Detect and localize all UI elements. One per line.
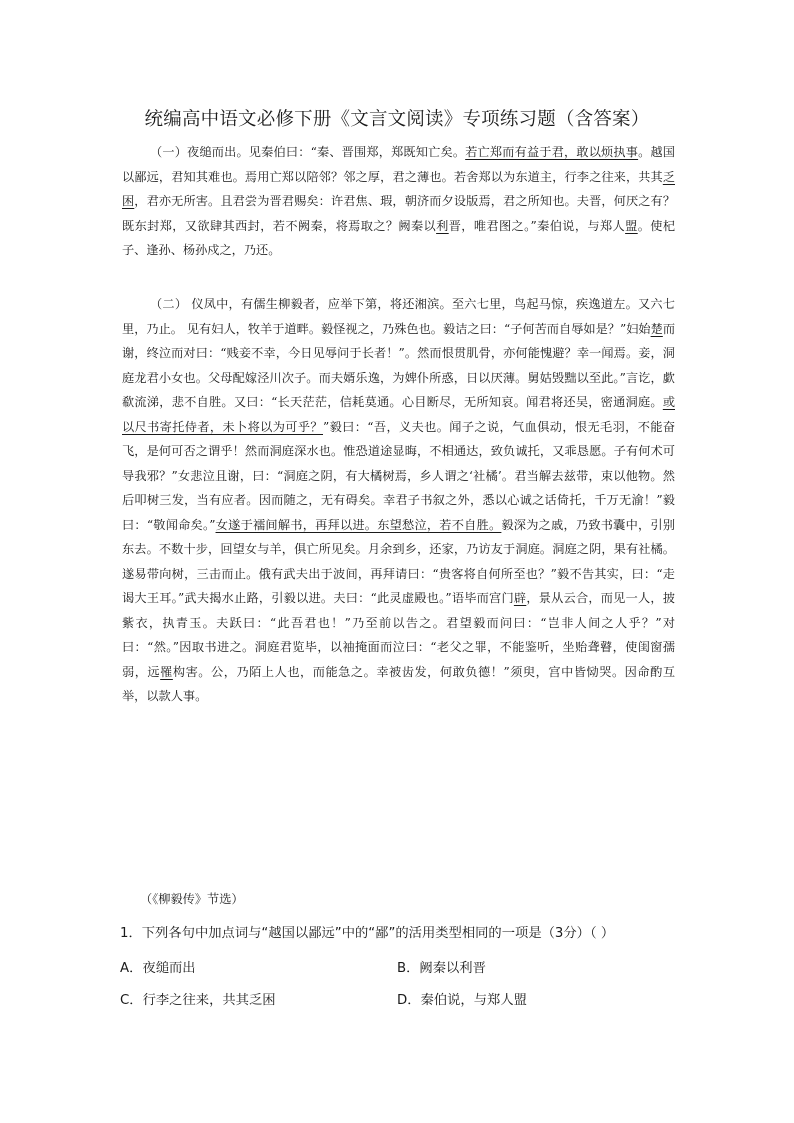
passage-two [122,292,675,709]
source-citation: （《柳毅传》节选） [140,892,244,906]
option-d: D．秦伯说，与郑人盟 [397,993,527,1008]
passage-one-underline-4: 盟 [625,218,638,233]
option-a: A．夜缒而出 [120,961,196,976]
passage-two-underline-4: 辟 [513,591,527,605]
passage-two-underline-3: 女遂于襦间解书，再拜以进。东望愁泣，若不自胜。 [215,517,502,532]
option-b: B．阙秦以利晋 [397,961,486,976]
passage-one-text-1: （一）夜缒而出。见秦伯曰：“秦、晋围郑，郑既知亡矣。 [150,145,466,159]
passage-two-underline-5: 罹 [160,664,173,679]
passage-one [122,140,675,263]
passage-two-text-2: 而谢，终泣而对曰：“贱妾不幸，今日见辱问于长者！”。然而恨贯肌骨，亦何能愧避？幸一闻焉。妾，洞庭龙君小女也。父母配嫁泾川次子。而夫婿乐逸，为婢仆所惑，日以厌薄。舅姑毁黜以至此。”言讫，歔欷流涕，悲不自胜。又曰：“长天茫茫，信耗莫通。心目断尽，无所知哀。闻君将还吴，密通洞庭。 [122,321,675,409]
passage-one-underline-3: 利 [436,218,449,233]
question-1: 1．下列各句中加点词与“越国以鄙远”中的“鄙”的活用类型相同的一项是（3分）（ ） [120,926,615,941]
option-c: C．行李之往来，共其乏困 [120,993,276,1008]
passage-two-text-1: （二） 仪凤中，有儒生柳毅者，应举下第，将还湘滨。至六七里，鸟起马惊，疾逸道左。又六七里，乃止。 见有妇人，牧羊于道畔。毅怪视之，乃殊色也。毅诘之曰：“子何苦而自辱如是？”妇始 [122,297,675,336]
document-title: 统编高中语文必修下册《文言文阅读》专项练习题（含答案） [144,109,650,130]
passage-one-text-2: 。越国以鄙远，君知其难也。焉用亡郑以陪邻？邻之厚，君之薄也。若舍郑以为东道主，行李之往来，共其 [122,145,675,184]
passage-one-text-3: ，君亦无所害。且君尝为晋君赐矣：许君焦、瑕，朝济而夕设版焉，君之所知也。夫晋，何厌之有？既东封郑，又欲肆其西封，若不阙秦，将焉取之？阙秦以 [122,194,676,233]
passage-one-underline-2: 乏困 [122,169,675,208]
passage-two-underline-1: 楚 [650,321,663,336]
passage-two-text-4: 毅深为之戚，乃致书囊中，引别东去。不数十步，回望女与羊，俱亡所见矣。月余到乡，还家，乃访友于洞庭。洞庭之阴，果有社橘。遂易带向树，三击而止。俄有武夫出于波间，再拜请曰：“贵客将自何所至也？”毅不告其实，曰：“走谒大王耳。”武夫揭水止路，引毅以进。夫曰：“此灵虚殿也。”语毕而宫门 [122,517,676,605]
passage-one-underline-1: 若亡郑而有益于君，敢以烦执事 [465,145,639,159]
passage-one-text-4: 晋，唯君图之。”秦伯说，与郑人 [448,218,626,233]
passage-two-text-5: ，景从云合，而见一人，披紫衣，执青玉。夫跃曰：“此吾君也！”乃至前以告之。君望毅而问曰：“岂非人间之人乎？”对曰：“然。”因取书进之。洞庭君览毕，以袖掩面而泣曰：“老父之罪，不能鉴听，坐贻聋瞽，使闺窗孺弱，远 [122,591,676,679]
passage-two-text-3: ”毅曰：“吾，义夫也。闻子之说，气血俱动，恨无毛羽，不能奋飞，是何可否之谓乎！然而洞庭深水也。惟恐道途显晦，不相通达，致负诚托，又乖恳愿。子有何术可导我邪？”女悲泣且谢，曰：“洞庭之阴，有大橘树焉，乡人谓之‘社橘’。君当解去兹带，束以他物。然后叩树三发，当有应者。因而随之，无有碍矣。幸君子书叙之外，悉以心诚之话倚托，千万无渝！”毅曰：“敬闻命矣。” [122,419,676,532]
passage-two-underline-2: 或以尺书寄托侍者，未卜将以为可乎？ [122,395,675,434]
passage-one-text-5: 。使杞子、逢孙、杨孙戍之，乃还。 [122,218,676,257]
passage-two-text-6: 构害。公，乃陌上人也，而能急之。幸被齿发，何敢负德！”须臾，宫中皆恸哭。因命酌互举，以款人事。 [122,664,676,703]
